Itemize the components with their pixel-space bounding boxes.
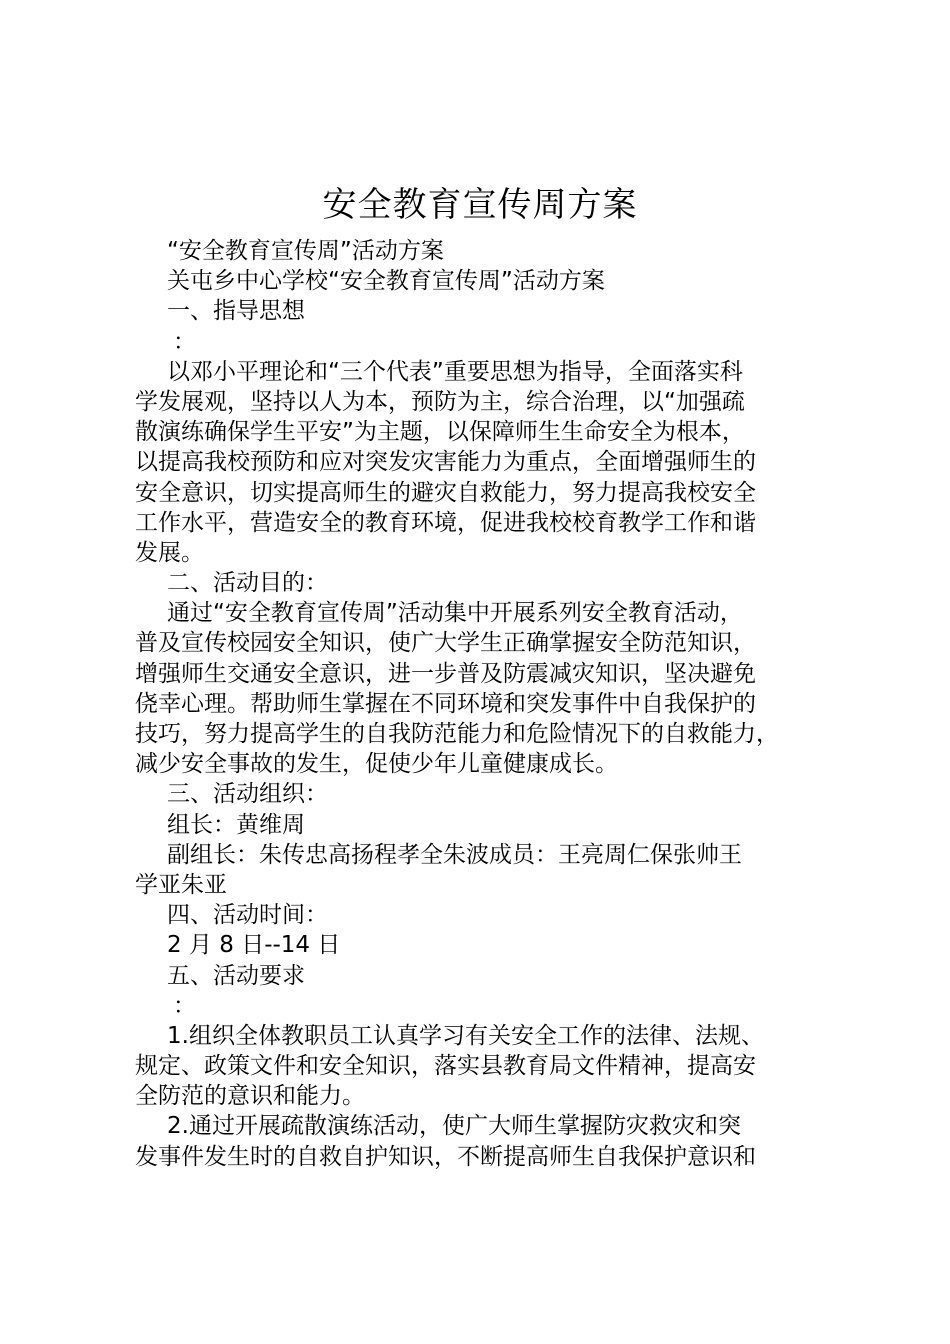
body-line: 发展。: [135, 539, 204, 566]
body-line: 一、指导思想: [167, 298, 305, 325]
body-line: 副组长：朱传忠高扬程孝全朱波成员：王亮周仁保张帅王: [167, 841, 742, 868]
body-line: 规定、政策文件和安全知识，落实县教育局文件精神，提高安: [135, 1053, 756, 1080]
body-line: “安全教育宣传周”活动方案: [167, 238, 444, 264]
body-line: ：: [173, 328, 196, 355]
body-line: 普及宣传校园安全知识，使广大学生正确掌握安全防范知识，: [135, 630, 756, 657]
body-line: 工作水平，营造安全的教育环境，促进我校校育教学工作和谐: [135, 509, 756, 536]
document-body: [135, 236, 855, 1172]
body-line: 安全意识，切实提高师生的避灾自救能力，努力提高我校安全: [135, 479, 756, 506]
body-line: 散演练确保学生平安”为主题，以保障师生生命安全为根本，: [135, 419, 745, 446]
body-line: 以邓小平理论和“三个代表”重要思想为指导，全面落实科: [167, 358, 743, 385]
body-line: 学发展观，坚持以人为本，预防为主，综合治理，以“加强疏: [135, 388, 745, 415]
body-line: 2 月 8 日--14 日: [167, 932, 341, 959]
body-line: 增强师生交通安全意识，进一步普及防震减灾知识，坚决避免: [135, 660, 756, 687]
body-line: 组长：黄维周: [167, 811, 305, 838]
body-line: 四、活动时间：: [167, 902, 328, 929]
body-line: 全防范的意识和能力。: [135, 1083, 365, 1110]
body-line: 2.通过开展疏散演练活动，使广大师生掌握防灾救灾和突: [167, 1113, 741, 1140]
body-line: 学亚朱亚: [135, 871, 227, 898]
body-line: 减少安全事故的发生，促使少年儿童健康成长。: [135, 751, 618, 778]
body-line: 技巧，努力提高学生的自我防范能力和危险情况下的自救能力，: [135, 721, 779, 747]
body-line: 侥幸心理。帮助师生掌握在不同环境和突发事件中自我保护的: [135, 690, 756, 717]
body-line: 三、活动组织：: [167, 781, 328, 808]
body-line: 二、活动目的：: [167, 570, 328, 597]
body-line: 1.组织全体教职员工认真学习有关安全工作的法律、法规、: [167, 1022, 764, 1049]
body-line: ：: [173, 992, 196, 1019]
body-line: 以提高我校预防和应对突发灾害能力为重点，全面增强师生的: [135, 449, 756, 476]
body-line: 五、活动要求: [167, 962, 305, 989]
body-line: 关屯乡中心学校“安全教育宣传周”活动方案: [167, 268, 605, 295]
document-title: 安全教育宣传周方案: [322, 185, 638, 225]
body-line: 通过“安全教育宣传周”活动集中开展系列安全教育活动，: [167, 600, 743, 627]
body-line: 发事件发生时的自救自护知识，不断提高师生自我保护意识和: [135, 1143, 756, 1170]
